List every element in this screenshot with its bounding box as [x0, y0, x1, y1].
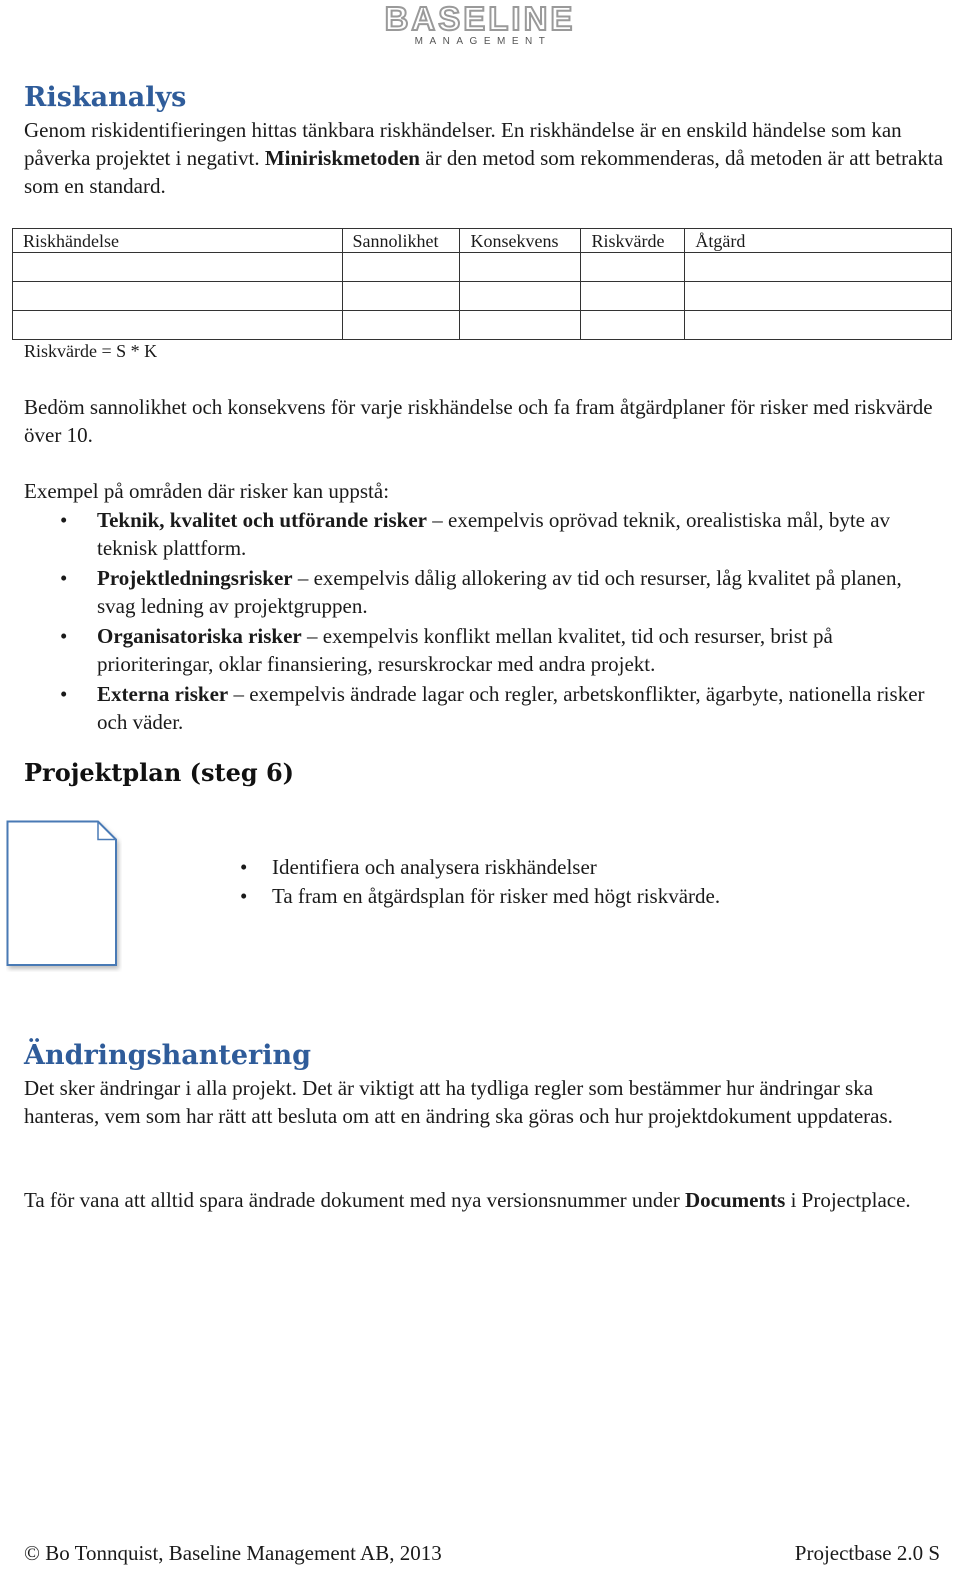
- col-header-riskvarde: Riskvärde: [581, 229, 685, 253]
- risk-formula: Riskvärde = S * K: [24, 341, 158, 361]
- bullet-icon: •: [240, 884, 248, 908]
- risk-table: [12, 228, 952, 340]
- riskanalys-intro: [24, 116, 944, 200]
- table-cell: [581, 253, 685, 282]
- intro-text-2: är den metod som rekommenderas, då metoden är att betrakta som en standard.: [24, 146, 944, 198]
- area-title: Projektledningsrisker: [97, 566, 293, 590]
- projektplan-heading: Projektplan (steg 6): [24, 758, 295, 787]
- bullet-icon: •: [60, 624, 68, 648]
- col-header-riskhandelse: Riskhändelse: [13, 229, 343, 253]
- list-item: [236, 882, 720, 911]
- list-item: [236, 853, 720, 882]
- footer-version: Projectbase 2.0 S: [794, 1541, 940, 1565]
- para2-text-2: i Projectplace.: [785, 1188, 911, 1212]
- area-text: – exempelvis konflikt mellan kvalitet, tid och resurser, brist på prioriteringar, oklar finansiering, resurskrockar med andra projekt.: [97, 624, 833, 676]
- list-item: [24, 622, 944, 678]
- document-icon: [6, 820, 122, 977]
- table-cell: [13, 311, 343, 340]
- col-header-konsekvens: Konsekvens: [460, 229, 581, 253]
- logo-sub-text: MANAGEMENT: [414, 36, 552, 47]
- table-row: [13, 311, 952, 340]
- table-cell: [342, 311, 460, 340]
- assessment-text: Bedöm sannolikhet och konsekvens för varje riskhändelse och fa fram åtgärdplaner för risker med riskvärde över 10.: [24, 395, 933, 447]
- andring-heading: Ändringshantering: [24, 1040, 312, 1071]
- list-item: [24, 564, 944, 620]
- intro-text-1: Genom riskidentifieringen hittas tänkbara riskhändelser. En riskhändelse är en enskild händelse som kan påverka projektet i negativt.: [24, 118, 902, 170]
- list-item: [24, 680, 944, 736]
- table-cell: [342, 282, 460, 311]
- bullet-icon: •: [60, 508, 68, 532]
- bullet-icon: •: [240, 855, 248, 879]
- area-text: – exempelvis dålig allokering av tid och resurser, låg kvalitet på planen, svag ledning av projektgruppen.: [97, 566, 902, 618]
- table-cell: [460, 253, 581, 282]
- table-cell: [685, 311, 952, 340]
- table-cell: [13, 282, 343, 311]
- projektplan-steps: [236, 853, 720, 911]
- step-text: Identifiera och analysera riskhändelser: [272, 855, 597, 879]
- col-header-sannolikhet: Sannolikhet: [342, 229, 460, 253]
- riskanalys-heading: Riskanalys: [24, 82, 187, 113]
- area-title: Teknik, kvalitet och utförande risker: [97, 508, 427, 532]
- area-title: Organisatoriska risker: [97, 624, 302, 648]
- area-text: – exempelvis oprövad teknik, orealistiska mål, byte av teknisk plattform.: [97, 508, 891, 560]
- para2-text-1: Ta för vana att alltid spara ändrade dokument med nya versionsnummer under: [24, 1188, 685, 1212]
- table-cell: [685, 253, 952, 282]
- documents-bold: Documents: [684, 1188, 786, 1212]
- step-text: Ta fram en åtgärdsplan för risker med högt riskvärde.: [272, 884, 721, 908]
- intro-bold: Miniriskmetoden: [264, 146, 420, 170]
- table-cell: [460, 311, 581, 340]
- bullet-icon: •: [60, 682, 68, 706]
- table-cell: [342, 253, 460, 282]
- area-text: – exempelvis ändrade lagar och regler, arbetskonflikter, ägarbyte, nationella risker och väder.: [97, 682, 925, 734]
- andring-para-1: Det sker ändringar i alla projekt. Det är viktigt att ha tydliga regler som bestämmer hur ändringar ska hanteras, vem som har rätt att besluta om att en ändring ska göras och hur projektdokument uppdateras.: [24, 1076, 893, 1128]
- risk-areas-list: [24, 506, 944, 738]
- table-row: [13, 253, 952, 282]
- list-item: [24, 506, 944, 562]
- risk-table-header-row: [13, 229, 952, 253]
- table-cell: [460, 282, 581, 311]
- andring-para-2: [24, 1186, 944, 1214]
- bullet-icon: •: [60, 566, 68, 590]
- table-cell: [685, 282, 952, 311]
- table-cell: [13, 253, 343, 282]
- table-row: [13, 282, 952, 311]
- logo-main-text: BASELINE: [384, 0, 576, 37]
- footer-copyright: © Bo Tonnquist, Baseline Management AB, 2013: [24, 1541, 442, 1565]
- logo: [0, 2, 960, 48]
- areas-intro: Exempel på områden där risker kan uppstå:: [24, 479, 390, 503]
- area-title: Externa risker: [97, 682, 229, 706]
- table-cell: [581, 282, 685, 311]
- table-cell: [581, 311, 685, 340]
- col-header-atgard: Åtgärd: [685, 229, 952, 253]
